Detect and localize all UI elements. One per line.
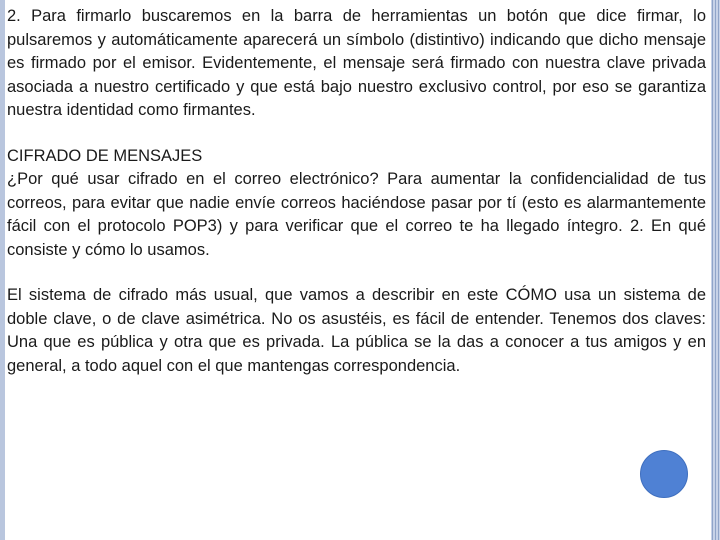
paragraph-asymmetric-keys: El sistema de cifrado más usual, que vamos a describir en este CÓMO usa un sistema de doble clave, o de clave asimétrica. No os asustéis, es fácil de entender. Tenemos dos claves: Una que es pública y otra que es privada. La pública se la das a conocer a tus amigos y en general, a todo aquel con el que mantengas correspondencia.: [7, 286, 706, 375]
border-stripe: [715, 0, 716, 540]
section-heading: CIFRADO DE MENSAJES: [7, 146, 203, 165]
left-accent-strip: [0, 0, 5, 540]
paragraph-why-encrypt: ¿Por qué usar cifrado en el correo electrónico? Para aumentar la confidencialidad de tus correos, para evitar que nadie envíe correos haciéndose pasar por tí (esto es alarmantemente fácil con el protocolo POP3) y para verificar que el correo te ha llegado íntegro. 2. En qué consiste y cómo lo usamos.: [7, 170, 706, 259]
slide-content: [7, 5, 706, 378]
border-stripe: [718, 0, 719, 540]
paragraph-signing: 2. Para firmarlo buscaremos en la barra de herramientas un botón que dice firmar, lo pulsaremos y automáticamente aparecerá un símbolo (distintivo) indicando que dicho mensaje es firmado por el emisor. Evidentemente, el mensaje será firmado con nuestra clave privada asociada a nuestro certificado y que está bajo nuestro exclusivo control, por eso se garantiza nuestra identidad como firmantes.: [7, 7, 706, 119]
decorative-circle: [640, 450, 688, 498]
right-decorative-border: [711, 0, 720, 540]
border-stripe: [712, 0, 713, 540]
